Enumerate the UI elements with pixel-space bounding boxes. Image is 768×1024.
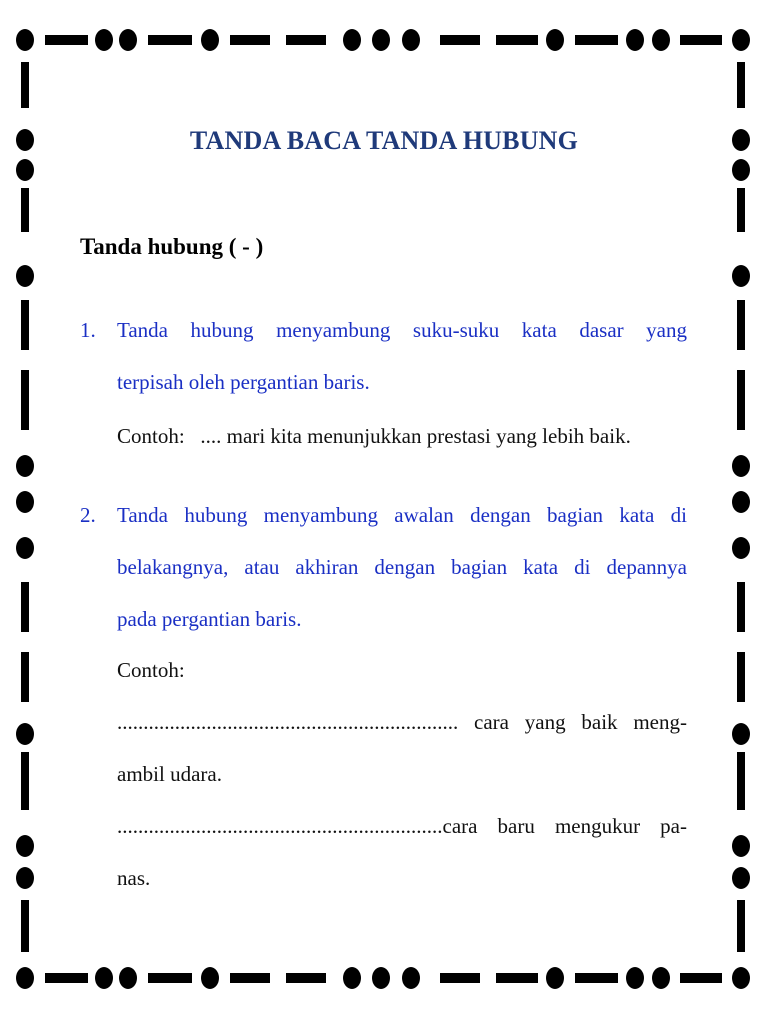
border-dash [21, 62, 29, 108]
border-dot [732, 455, 750, 477]
border-dash [440, 35, 480, 45]
border-dash [737, 652, 745, 702]
page-title: TANDA BACA TANDA HUBUNG [189, 126, 579, 155]
border-dash [440, 973, 480, 983]
border-dot [16, 835, 34, 857]
border-dot [16, 723, 34, 745]
item-description-line: Tanda hubung menyambung awalan dengan bagian kata di [117, 503, 687, 527]
item-example: Contoh: .... mari kita menunjukkan prestasi yang lebih baik. [117, 424, 631, 448]
border-dash [230, 35, 270, 45]
border-dot [652, 29, 670, 51]
border-dash [148, 35, 192, 45]
item-example-line: ................................................................. cara yang baik meng- [117, 710, 687, 734]
border-dash [45, 973, 88, 983]
item-description-line: terpisah oleh pergantian baris. [117, 370, 370, 394]
border-dot [546, 967, 564, 989]
border-dot [402, 29, 420, 51]
border-dot [372, 967, 390, 989]
border-dot [732, 159, 750, 181]
border-dot [626, 967, 644, 989]
border-dot [16, 265, 34, 287]
border-dot [95, 29, 113, 51]
border-dot [372, 29, 390, 51]
border-dash [21, 900, 29, 952]
border-dot [343, 29, 361, 51]
border-dash [21, 370, 29, 430]
border-dash [45, 35, 88, 45]
item-example-line: ambil udara. [117, 762, 222, 786]
border-dot [732, 835, 750, 857]
border-dot [16, 159, 34, 181]
border-dot [732, 867, 750, 889]
item-description-line: belakangnya, atau akhiran dengan bagian kata di depannya [117, 555, 687, 579]
border-dash [680, 973, 722, 983]
border-dot [95, 967, 113, 989]
border-dot [732, 29, 750, 51]
border-dash [496, 973, 538, 983]
border-dot [16, 491, 34, 513]
border-dash [148, 973, 192, 983]
border-dot [732, 491, 750, 513]
border-dash [737, 582, 745, 632]
border-dash [286, 35, 326, 45]
border-dash [737, 370, 745, 430]
border-dash [286, 973, 326, 983]
border-dot [652, 967, 670, 989]
border-dash [21, 752, 29, 810]
border-dot [343, 967, 361, 989]
item-example-line: ..............................................................cara baru mengukur pa- [117, 814, 687, 838]
border-dot [16, 967, 34, 989]
border-dot [119, 29, 137, 51]
border-dot [201, 967, 219, 989]
border-dash [737, 900, 745, 952]
border-dash [230, 973, 270, 983]
border-dash [680, 35, 722, 45]
item-number: 2. [80, 503, 96, 527]
border-dash [575, 973, 618, 983]
border-dash [21, 300, 29, 350]
border-dot [732, 537, 750, 559]
border-dot [16, 29, 34, 51]
border-dash [737, 188, 745, 232]
border-dash [737, 62, 745, 108]
border-dash [575, 35, 618, 45]
border-dot [546, 29, 564, 51]
border-dot [626, 29, 644, 51]
border-dot [16, 867, 34, 889]
item-example-label: Contoh: [117, 658, 185, 682]
section-heading: Tanda hubung ( - ) [80, 234, 264, 259]
border-dash [496, 35, 538, 45]
border-dot [201, 29, 219, 51]
border-dash [737, 300, 745, 350]
border-dot [732, 265, 750, 287]
border-dot [16, 455, 34, 477]
border-dot [402, 967, 420, 989]
border-dot [119, 967, 137, 989]
item-description-line: Tanda hubung menyambung suku-suku kata dasar yang [117, 318, 687, 342]
border-dash [21, 582, 29, 632]
border-dot [16, 537, 34, 559]
item-number: 1. [80, 318, 96, 342]
border-dash [21, 652, 29, 702]
item-example-line: nas. [117, 866, 151, 890]
border-dash [737, 752, 745, 810]
border-dot [732, 723, 750, 745]
item-description-line: pada pergantian baris. [117, 607, 302, 631]
border-dot [732, 967, 750, 989]
border-dash [21, 188, 29, 232]
